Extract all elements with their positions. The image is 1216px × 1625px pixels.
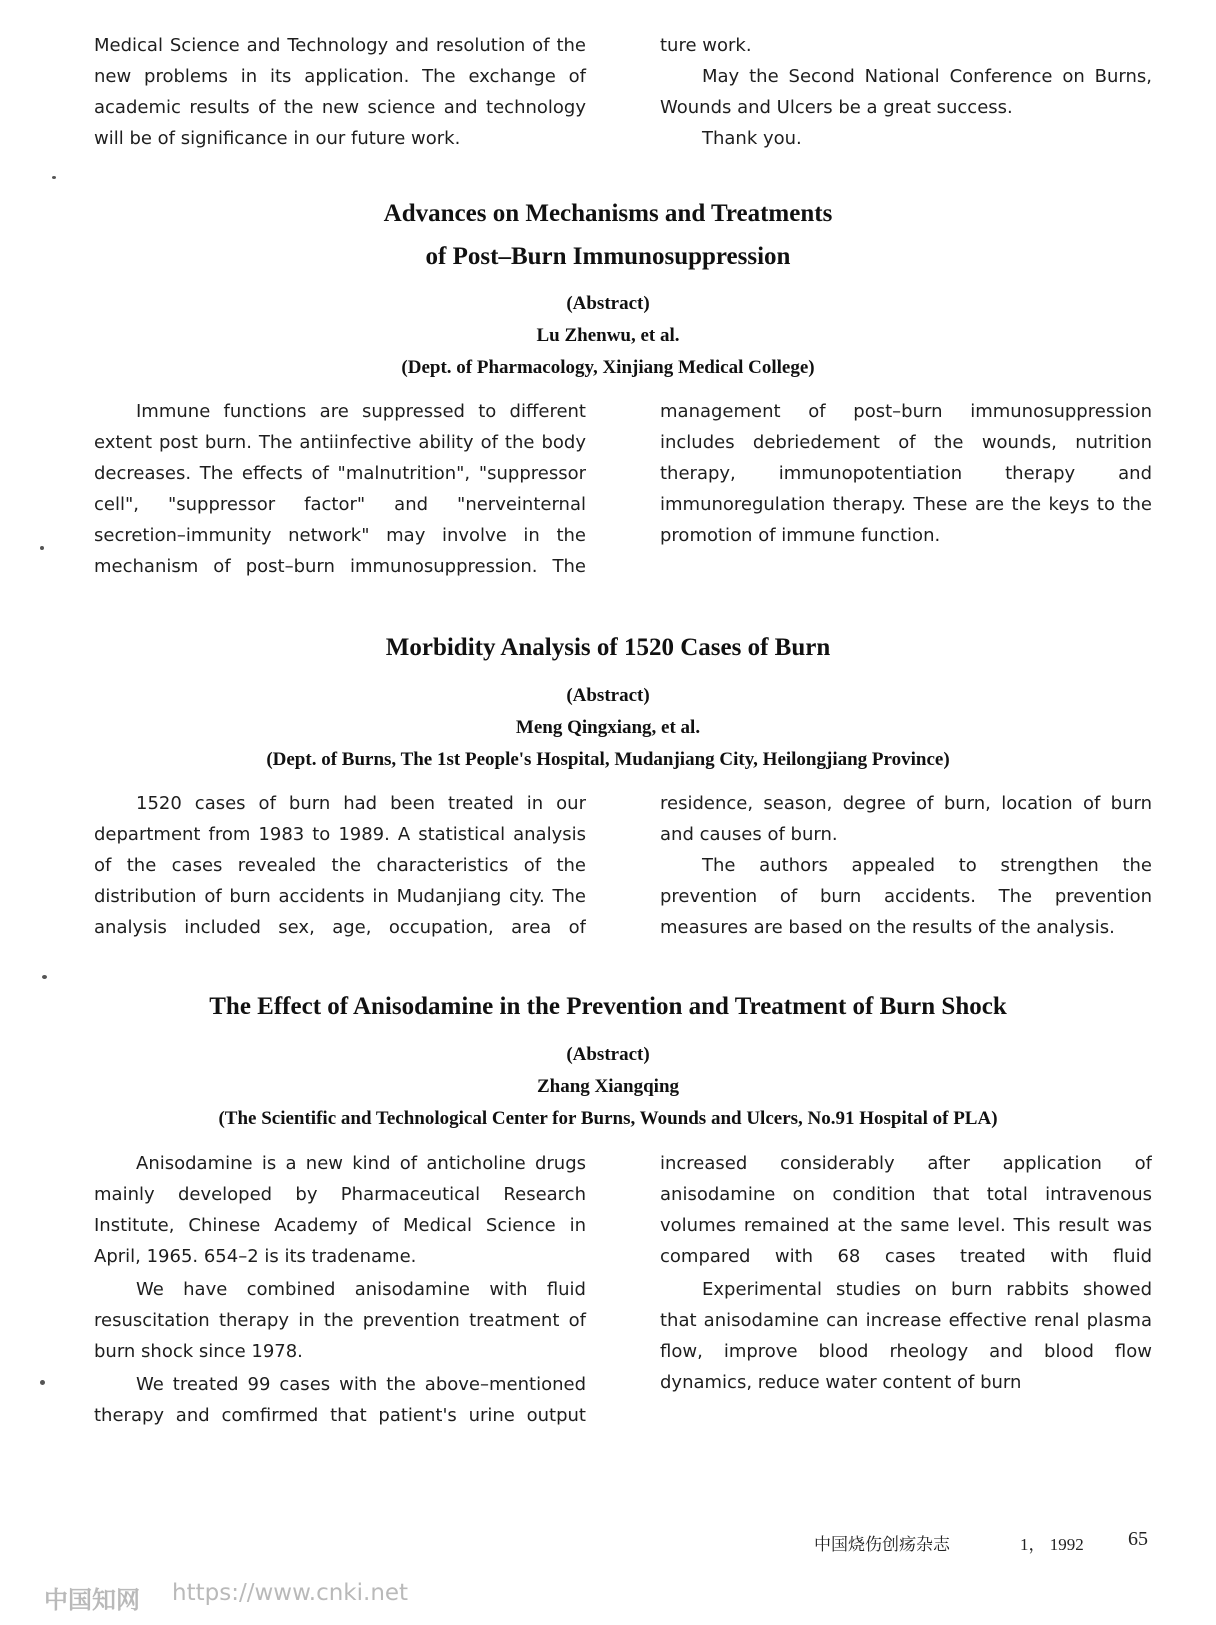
article-body-left <box>94 396 586 582</box>
paragraph: We have combined anisodamine with fluid resuscitation therapy in the prevention treatment of burn shock since 1978. <box>94 1279 586 1362</box>
article-title: Morbidity Analysis of 1520 Cases of Burn <box>385 634 831 661</box>
scan-speck <box>40 1380 45 1385</box>
article-author: Meng Qingxiang, et al. <box>515 717 701 738</box>
article-body-right <box>660 1148 1152 1398</box>
article-author: Lu Zhenwu, et al. <box>536 325 680 346</box>
paragraph: management of post–burn immunosuppression includes debriedement of the wounds, nutrition therapy, immunopotentiation therapy and immunoregulation therapy. These are the keys to the promotion of immune function. <box>660 401 1152 546</box>
paragraph-start <box>94 1369 586 1431</box>
article-body-left <box>94 1148 586 1431</box>
continued-text-left <box>94 30 586 154</box>
article-body-right <box>660 788 1152 943</box>
article-type: (Abstract) <box>566 1044 650 1065</box>
article-body-right <box>660 396 1152 551</box>
paragraph: 1520 cases of burn had been treated in our department from 1983 to 1989. A statistical analysis of the cases revealed the characteristics of the distribution of burn accidents in Mudanjiang city. The analysis included sex, age, occupation, area of <box>94 793 586 938</box>
paragraph: May the Second National Conference on Burns, Wounds and Ulcers be a great success. <box>660 66 1152 118</box>
article-affiliation: (Dept. of Burns, The 1st People's Hospital, Mudanjiang City, Heilongjiang Province) <box>266 749 950 770</box>
journal-name: 中国烧伤创疡杂志 <box>814 1535 950 1555</box>
article-title: of Post–Burn Immunosuppression <box>425 243 791 270</box>
paragraph: The authors appealed to strengthen the prevention of burn accidents. The prevention measures are based on the results of the analysis. <box>660 855 1152 938</box>
paragraph: Experimental studies on burn rabbits showed that anisodamine can increase effective renal plasma flow, improve blood rheology and blood flow dynamics, reduce water content of burn <box>660 1279 1152 1393</box>
closing-remarks <box>660 30 1152 154</box>
paragraph: residence, season, degree of burn, location of burn and causes of burn. <box>660 793 1152 845</box>
paragraph: We treated 99 cases with the above–mentioned therapy and comfirmed that patient's urine output <box>94 1374 586 1426</box>
paragraph-tail <box>660 788 1152 850</box>
article-affiliation: (Dept. of Pharmacology, Xinjiang Medical College) <box>401 357 815 378</box>
paragraph-end: ture work. <box>660 35 752 56</box>
paragraph: Anisodamine is a new kind of anticholine drugs mainly developed by Pharmaceutical Research Institute, Chinese Academy of Medical Science in April, 1965. 654–2 is its tradename. <box>94 1153 586 1267</box>
article-title: The Effect of Anisodamine in the Prevention and Treatment of Burn Shock <box>209 993 1007 1020</box>
issue-number: 1， 1992 <box>1020 1535 1084 1554</box>
paragraph: Medical Science and Technology and resolution of the new problems in its application. The exchange of academic results of the new science and technology will be of significance in our future work. <box>94 35 586 149</box>
scan-speck <box>42 975 47 979</box>
paragraph: Immune functions are suppressed to different extent post burn. The antiinfective ability of the body decreases. The effects of "malnutrition", "suppressor cell", "suppressor factor" and "nerveinternal secretion–immunity network" may involve in the mechanism of post–burn immunosuppression. The <box>94 401 586 577</box>
article-body-left <box>94 788 586 943</box>
page-number: 65 <box>1128 1528 1148 1550</box>
article-type: (Abstract) <box>566 685 650 706</box>
cnki-watermark-url: https://www.cnki.net <box>172 1580 409 1606</box>
spacer <box>660 0 1152 30</box>
article-type: (Abstract) <box>566 293 650 314</box>
paragraph-tail <box>660 1148 1152 1272</box>
paragraph: Thank you. <box>702 128 802 149</box>
cnki-watermark-logo: 中国知网 <box>44 1586 140 1614</box>
article-affiliation: (The Scientific and Technological Center for Burns, Wounds and Ulcers, No.91 Hospital of PLA) <box>218 1108 998 1129</box>
article-author: Zhang Xiangqing <box>536 1076 680 1097</box>
article-title: Advances on Mechanisms and Treatments <box>383 200 833 227</box>
scan-speck <box>52 176 56 179</box>
scan-speck <box>40 546 44 550</box>
paragraph: increased considerably after application of anisodamine on condition that total intravenous volumes remained at the same level. This result was compared with 68 cases treated with fluid <box>660 1153 1152 1267</box>
